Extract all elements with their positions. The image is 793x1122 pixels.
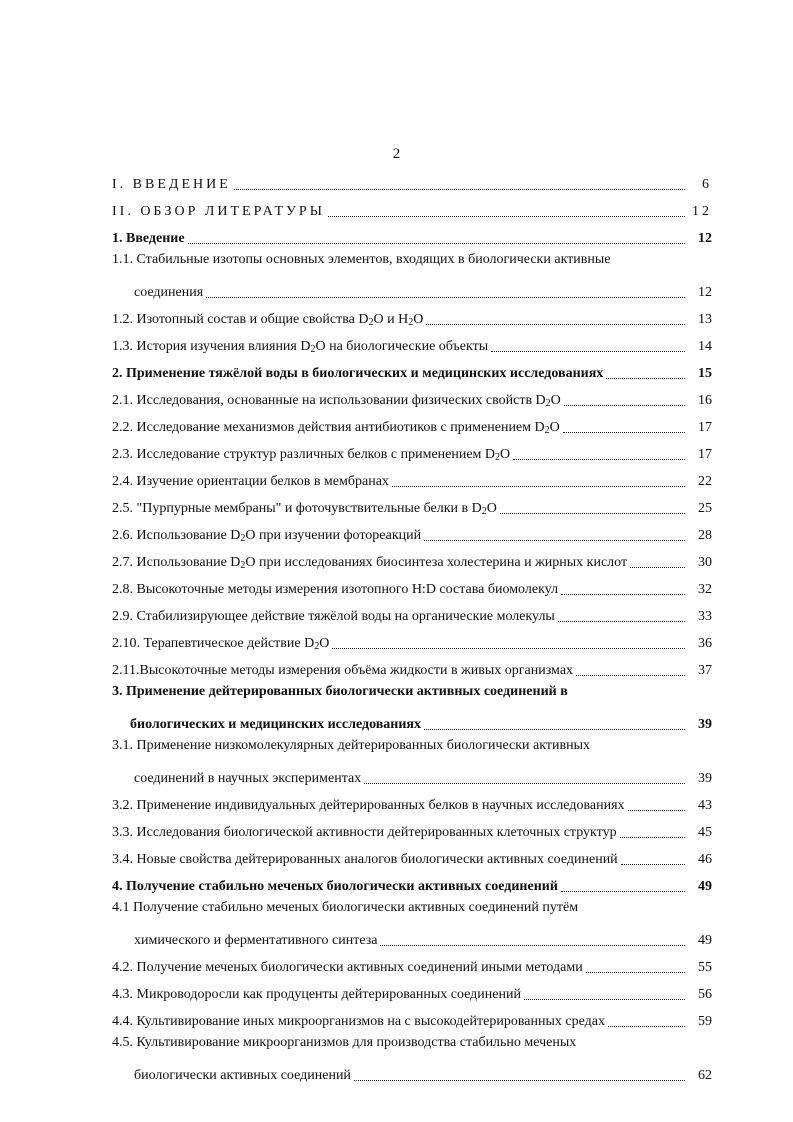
toc-entry bbox=[112, 980, 712, 1004]
toc-entry-title: 1.2. Изотопный состав и общие свойства $D_2O$ и $H_2O$ bbox=[112, 312, 424, 328]
dot-leader bbox=[564, 404, 685, 406]
toc-entry-page: 12 bbox=[698, 285, 712, 300]
toc-entry-title: 4.3. Микроводоросли как продуценты дейтерированных соединений bbox=[112, 987, 521, 1002]
toc-entry bbox=[112, 629, 712, 653]
toc-entry-page: 33 bbox=[698, 609, 712, 624]
toc-entry-title: 1.3. История изучения влияния $D_2O$ на биологические объекты bbox=[112, 339, 489, 355]
toc-entry-page: 37 bbox=[698, 663, 712, 678]
toc-entry-title: биологических и медицинских исследованиях bbox=[130, 717, 421, 732]
dot-leader bbox=[426, 323, 685, 325]
toc-entry-title: 1.1. Стабильные изотопы основных элементов, входящих в биологически активные bbox=[112, 252, 611, 267]
toc-entry-title: 3.4. Новые свойства дейтерированных аналогов биологически активных соединений bbox=[112, 852, 618, 867]
toc-entry bbox=[112, 548, 712, 572]
toc-entry-title: 2.10. Терапевтическое действие $D_2O$ bbox=[112, 636, 330, 652]
toc-entry bbox=[112, 305, 712, 329]
toc-entry-page: 39 bbox=[698, 717, 712, 732]
toc-entry-title: 1. Введение bbox=[112, 231, 185, 246]
toc-entry-page: 59 bbox=[698, 1014, 712, 1029]
toc-entry-title: 3.2. Применение индивидуальных дейтерированных белков в научных исследованиях bbox=[112, 798, 625, 813]
dot-leader bbox=[576, 674, 685, 676]
toc-entry bbox=[112, 683, 712, 707]
dot-leader bbox=[513, 458, 685, 460]
toc-entry-page: 17 bbox=[698, 420, 712, 435]
toc-entry-page: 55 bbox=[698, 960, 712, 975]
toc-entry-page: 32 bbox=[698, 582, 712, 597]
toc-entry-title: 3.3. Исследования биологической активности дейтерированных клеточных структур bbox=[112, 825, 617, 840]
toc-entry-page: 12 bbox=[692, 204, 712, 219]
toc-entry bbox=[112, 899, 712, 923]
toc-entry bbox=[112, 440, 712, 464]
toc-entry-title: 4.1 Получение стабильно меченых биологически активных соединений путём bbox=[112, 900, 579, 915]
toc-entry bbox=[112, 494, 712, 518]
toc-entry-page: 22 bbox=[698, 474, 712, 489]
toc-entry-page: 62 bbox=[698, 1068, 712, 1083]
dot-leader bbox=[354, 1079, 685, 1081]
toc-entry bbox=[112, 521, 712, 545]
toc-entry-title: 2.11.Высокоточные методы измерения объёма жидкости в живых организмах bbox=[112, 663, 574, 678]
dot-leader bbox=[500, 512, 685, 514]
toc-entry-title: 2.6. Использование $D_2O$ при изучении фотореакций bbox=[112, 528, 422, 544]
toc-entry-title: 2.3. Исследование структур различных белков с применением $D_2O$ bbox=[112, 447, 511, 463]
toc-entry-page: 39 bbox=[698, 771, 712, 786]
toc-entry bbox=[112, 602, 712, 626]
dot-leader bbox=[332, 647, 685, 649]
toc-entry-title: 4.2. Получение меченых биологически активных соединений иными методами bbox=[112, 960, 583, 975]
toc-entry-page: 12 bbox=[698, 231, 712, 246]
toc-entry-title: 3. Применение дейтерированных биологически активных соединений в bbox=[112, 684, 568, 699]
toc-entry-title: 2.2. Исследование механизмов действия антибиотиков с применением $D_2O$ bbox=[112, 420, 560, 436]
toc-entry-page: 43 bbox=[698, 798, 712, 813]
toc-entry-title: 2.7. Использование $D_2O$ при исследованиях биосинтеза холестерина и жирных кислот bbox=[112, 555, 628, 571]
toc-entry bbox=[112, 575, 712, 599]
toc-entry bbox=[112, 332, 712, 356]
dot-leader bbox=[424, 539, 685, 541]
toc-entry bbox=[112, 872, 712, 896]
toc-entry-page: 15 bbox=[698, 366, 712, 381]
toc-entry-page: 49 bbox=[698, 879, 712, 894]
toc-entry-title: I. ВВЕДЕНИЕ bbox=[112, 177, 231, 192]
toc-entry bbox=[112, 656, 712, 680]
toc-entry-title: соединений в научных экспериментах bbox=[134, 771, 362, 786]
toc-entry-page: 6 bbox=[702, 177, 712, 192]
dot-leader bbox=[392, 485, 685, 487]
dot-leader bbox=[561, 593, 685, 595]
toc-entry-title: 2. Применение тяжёлой воды в биологических и медицинских исследованиях bbox=[112, 366, 604, 381]
toc-entry-title: 4.4. Культивирование иных микроорганизмов на с высокодейтерированных средах bbox=[112, 1014, 605, 1029]
toc-entry-title: 2.8. Высокоточные методы измерения изотопного H:D состава биомолекул bbox=[112, 582, 559, 597]
dot-leader bbox=[234, 188, 685, 190]
toc-entry-page: 30 bbox=[698, 555, 712, 570]
dot-leader bbox=[364, 782, 685, 784]
toc-entry-title: 2.4. Изучение ориентации белков в мембранах bbox=[112, 474, 389, 489]
toc-entry-page: 49 bbox=[698, 933, 712, 948]
toc-entry-title: 3.1. Применение низкомолекулярных дейтерированных биологически активных bbox=[112, 738, 591, 753]
toc-entry-page: 46 bbox=[698, 852, 712, 867]
toc-entry-continuation bbox=[134, 278, 712, 302]
toc-entry-page: 45 bbox=[698, 825, 712, 840]
dot-leader bbox=[524, 998, 685, 1000]
toc-entry bbox=[112, 737, 712, 761]
dot-leader bbox=[424, 728, 685, 730]
dot-leader bbox=[491, 350, 685, 352]
toc-entry-continuation bbox=[134, 926, 712, 950]
toc-entry-page: 56 bbox=[698, 987, 712, 1002]
dot-leader bbox=[188, 242, 685, 244]
toc-entry bbox=[112, 170, 712, 194]
dot-leader bbox=[380, 944, 685, 946]
toc-entry bbox=[112, 386, 712, 410]
dot-leader bbox=[621, 863, 685, 865]
page-number: 2 bbox=[392, 146, 401, 162]
dot-leader bbox=[206, 296, 685, 298]
toc-entry-continuation bbox=[134, 764, 712, 788]
toc-entry bbox=[112, 953, 712, 977]
toc-entry-title: 2.1. Исследования, основанные на использовании физических свойств $D_2O$ bbox=[112, 393, 561, 409]
toc-entry-continuation bbox=[134, 1061, 712, 1085]
toc-entry bbox=[112, 791, 712, 815]
toc-entry bbox=[112, 197, 712, 221]
toc-entry-page: 25 bbox=[698, 501, 712, 516]
toc-entry bbox=[112, 818, 712, 842]
toc-entry-page: 16 bbox=[698, 393, 712, 408]
toc-entry-title: химического и ферментативного синтеза bbox=[134, 933, 378, 948]
toc-entry bbox=[112, 1007, 712, 1031]
toc-entry bbox=[112, 845, 712, 869]
dot-leader bbox=[606, 377, 685, 379]
toc-entry bbox=[112, 359, 712, 383]
toc-entry bbox=[112, 467, 712, 491]
toc-entry-page: 36 bbox=[698, 636, 712, 651]
dot-leader bbox=[558, 620, 685, 622]
toc-entry-title: 2.5. "Пурпурные мембраны" и фоточувствительные белки в $D_2O$ bbox=[112, 501, 497, 517]
dot-leader bbox=[586, 971, 685, 973]
toc-entry-title: соединения bbox=[134, 285, 204, 300]
toc-entry-continuation bbox=[130, 710, 712, 734]
toc-entry-title: биологически активных соединений bbox=[134, 1068, 351, 1083]
toc-entry-page: 17 bbox=[698, 447, 712, 462]
dot-leader bbox=[563, 431, 685, 433]
toc-entry bbox=[112, 1034, 712, 1058]
toc-entry-page: 28 bbox=[698, 528, 712, 543]
toc-entry-title: 2.9. Стабилизирующее действие тяжёлой воды на органические молекулы bbox=[112, 609, 555, 624]
dot-leader bbox=[630, 566, 685, 568]
dot-leader bbox=[608, 1025, 685, 1027]
toc-entry-page: 13 bbox=[698, 312, 712, 327]
dot-leader bbox=[628, 809, 685, 811]
toc-entry bbox=[112, 251, 712, 275]
dot-leader bbox=[620, 836, 685, 838]
table-of-contents bbox=[0, 168, 793, 1088]
toc-entry-page: 14 bbox=[698, 339, 712, 354]
toc-entry-title: II. ОБЗОР ЛИТЕРАТУРЫ bbox=[112, 204, 325, 219]
toc-entry-title: 4. Получение стабильно меченых биологически активных соединений bbox=[112, 879, 558, 894]
dot-leader bbox=[561, 890, 685, 892]
toc-entry-title: 4.5. Культивирование микроорганизмов для производства стабильно меченых bbox=[112, 1035, 577, 1050]
toc-entry bbox=[112, 224, 712, 248]
toc-entry bbox=[112, 413, 712, 437]
dot-leader bbox=[328, 215, 685, 217]
